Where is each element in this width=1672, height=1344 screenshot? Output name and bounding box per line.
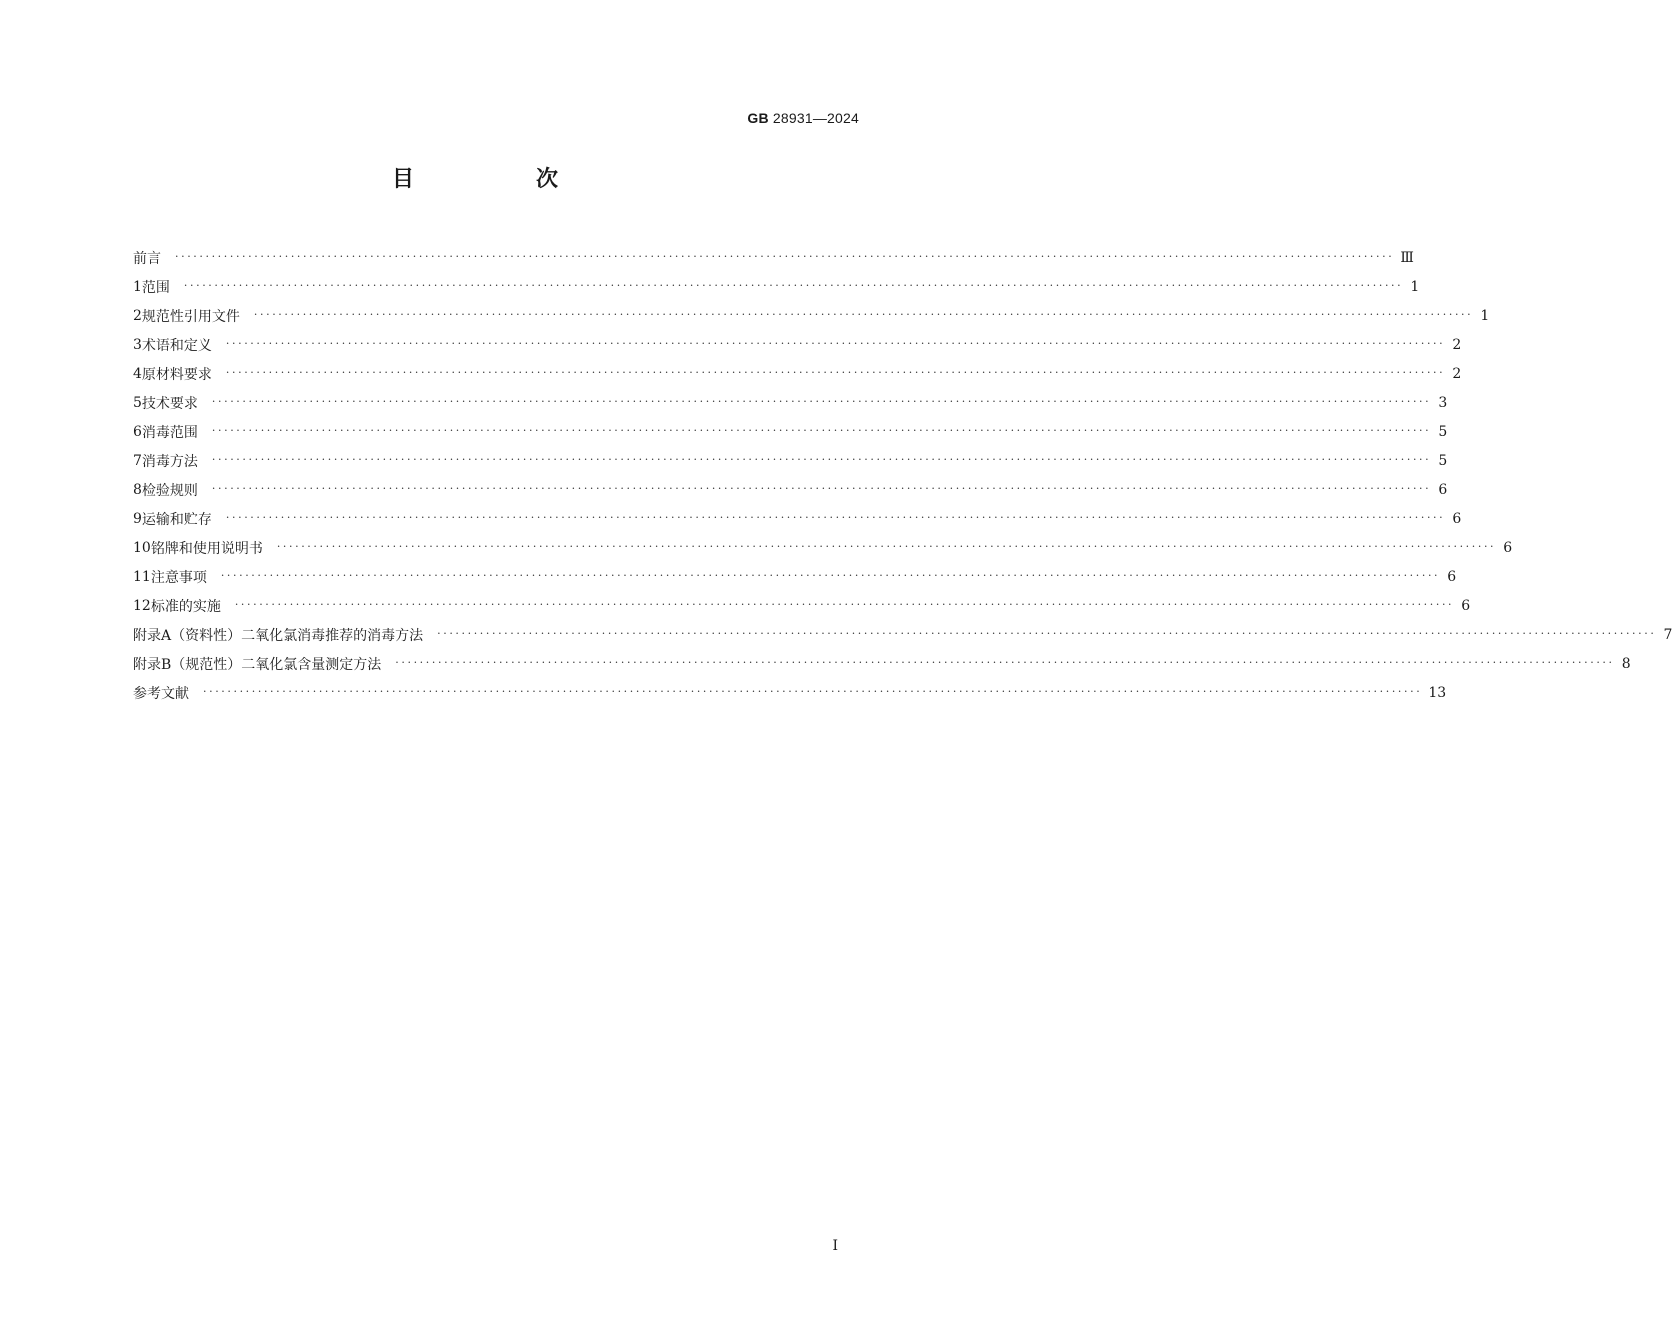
toc-entry[interactable] [133,620,1672,649]
toc-entry-label: 注意事项 [150,569,207,586]
toc-entry[interactable] [133,504,1462,533]
toc-entry-label: 技术要求 [141,395,198,412]
page-title: 目 次 [391,166,608,192]
toc-entry[interactable] [133,678,1447,707]
toc-entry-page: 2 [1452,365,1462,382]
toc-leader-dots: ········································································································································································································ [175,250,1395,263]
standard-prefix: GB [747,110,769,126]
toc-entry-number: 12 [133,597,151,614]
toc-entry-page: Ⅲ [1400,249,1414,266]
toc-entry-label: 范围 [141,279,170,296]
toc-entry-page: 5 [1438,423,1448,440]
toc-entry-label: 前言 [133,250,161,267]
toc-entry-label: 消毒方法 [141,453,198,470]
toc-entry[interactable] [133,475,1448,504]
toc-entry[interactable] [133,330,1462,359]
toc-entry-page: 6 [1438,481,1448,498]
toc-leader-dots: ········································································································································································································ [203,685,1423,698]
toc-entry-number: 6 [133,423,142,440]
toc-leader-dots: ········································································································································································································ [253,308,1474,321]
toc-entry-number: 9 [133,510,142,527]
toc-entry-label: 铭牌和使用说明书 [150,540,263,557]
toc-entry[interactable] [133,359,1462,388]
page-number: Ⅰ [832,1238,838,1254]
toc-entry-label: 运输和贮存 [141,511,212,528]
toc-entry[interactable] [133,272,1420,301]
toc-entry-page: 3 [1438,394,1448,411]
toc-entry-subtitle: 二氧化氯消毒推荐的消毒方法 [241,627,424,644]
toc-entry-page: 13 [1428,684,1447,701]
toc-entry-number: 11 [133,568,151,585]
toc-leader-dots: ········································································································································································································ [225,337,1446,350]
toc-entry-label: 原材料要求 [141,366,212,383]
toc-entry-page: 5 [1438,452,1448,469]
toc-leader-dots: ········································································································································································································ [183,279,1404,292]
toc-entry-label: 检验规则 [141,482,198,499]
standard-code [747,110,859,126]
toc-leader-dots: ········································································································································································································ [211,395,1432,408]
toc-entry-page: 6 [1461,597,1471,614]
toc-entry[interactable] [133,562,1457,591]
toc-entry[interactable] [133,243,1414,272]
toc-entry[interactable] [133,417,1448,446]
toc-entry-label: 附录B（规范性） [133,656,242,673]
toc-leader-dots: ········································································································································································································ [211,424,1432,437]
toc-entry[interactable] [133,591,1471,620]
toc-leader-dots: ········································································································································································································ [220,569,1441,582]
toc-leader-dots: ········································································································································································································ [211,482,1432,495]
toc-entry-number: 1 [133,278,142,295]
toc-entry-label: 附录A（资料性） [133,627,242,644]
toc-entry-page: 2 [1452,336,1462,353]
toc-leader-dots: ········································································································································································································ [225,366,1446,379]
toc-entry[interactable] [133,446,1448,475]
toc-entry-label: 术语和定义 [141,337,212,354]
toc-entry-label: 消毒范围 [141,424,198,441]
toc-entry-number: 8 [133,481,142,498]
table-of-contents [133,243,1672,707]
toc-leader-dots: ········································································································································································································ [225,511,1446,524]
toc-entry-page: 1 [1480,307,1490,324]
toc-leader-dots: ········································································································································································································ [234,598,1455,611]
toc-leader-dots: ········································································································································································································ [276,540,1497,553]
standard-number: 28931—2024 [772,110,859,126]
toc-entry-page: 6 [1447,568,1457,585]
toc-entry[interactable] [133,533,1513,562]
toc-entry-page: 6 [1452,510,1462,527]
toc-entry-number: 4 [133,365,142,382]
toc-entry-page: 7 [1663,626,1672,643]
toc-entry-page: 6 [1503,539,1513,556]
toc-leader-dots: ········································································································································································································ [211,453,1432,466]
toc-entry-page: 8 [1621,655,1631,672]
toc-entry[interactable] [133,301,1490,330]
toc-entry[interactable] [133,388,1448,417]
toc-entry-subtitle: 二氧化氯含量测定方法 [241,656,382,673]
toc-entry-number: 2 [133,307,142,324]
toc-entry-page: 1 [1410,278,1420,295]
toc-entry-label: 参考文献 [133,685,189,702]
toc-leader-dots: ········································································································································································································ [437,627,1657,640]
toc-entry-number: 5 [133,394,142,411]
toc-entry-number: 7 [133,452,142,469]
toc-entry-label: 标准的实施 [150,598,221,615]
toc-entry-label: 规范性引用文件 [141,308,240,325]
toc-entry-number: 3 [133,336,142,353]
toc-entry-number: 10 [133,539,151,556]
toc-entry[interactable] [133,649,1631,678]
toc-leader-dots: ········································································································································································································ [395,656,1615,669]
